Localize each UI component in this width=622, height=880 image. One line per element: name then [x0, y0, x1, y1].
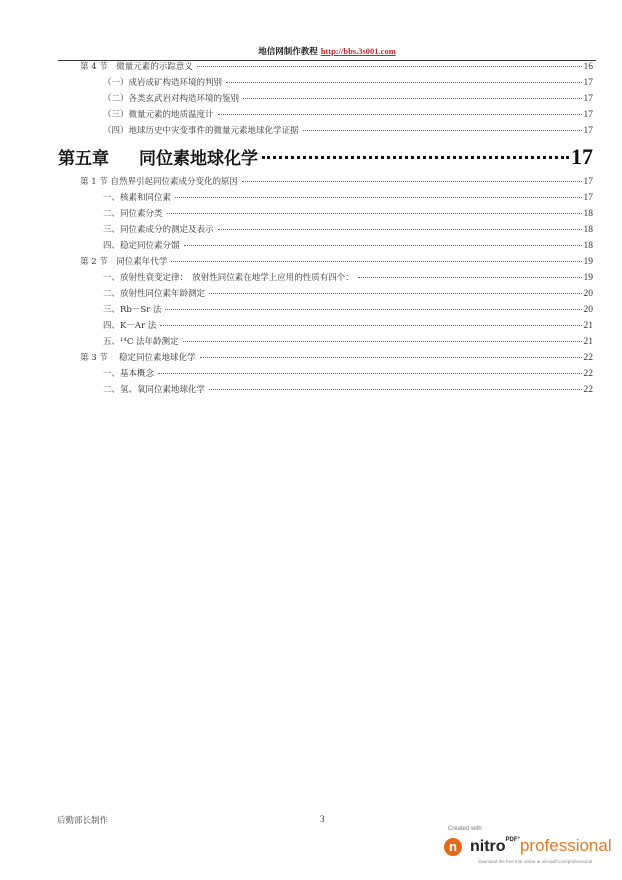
toc-page-number: 17: [583, 177, 593, 187]
chapter-title: 同位素地球化学: [139, 149, 258, 169]
toc-label: 二、氢、氧同位素地球化学: [103, 385, 206, 395]
toc-entry-item[interactable]: [103, 92, 593, 106]
toc-label: 四、稳定同位素分馏: [103, 241, 180, 251]
toc-page-number: 17: [583, 126, 593, 136]
toc-page-number: 19: [583, 273, 593, 283]
toc-label: 第 1 节 自然界引起同位素成分变化的原因: [80, 177, 239, 187]
leader-dots: [209, 389, 581, 390]
leader-dots: [167, 213, 582, 214]
leader-dots: [183, 341, 582, 342]
toc-label: （二）各类玄武岩对构造环境的鉴别: [103, 94, 240, 104]
toc-entry-section[interactable]: [80, 175, 593, 189]
toc-label: 一、放射性衰变定律： 放射性同位素在地学上应用的性质有四个：: [103, 273, 354, 283]
page-header: [58, 44, 596, 61]
leader-dots: [209, 293, 581, 294]
leader-dots: [262, 156, 569, 159]
toc-label: 四、K－Ar 法: [103, 321, 157, 331]
toc-label: （四）地球历史中灾变事件的微量元素地球化学证据: [103, 126, 299, 136]
chapter-number: 第五章: [58, 149, 109, 169]
toc-page-number: 17: [571, 144, 593, 169]
toc-entry-item[interactable]: [103, 335, 593, 349]
nitro-watermark: [440, 826, 620, 876]
toc-page-number: 19: [583, 257, 593, 267]
leader-dots: [242, 181, 581, 182]
toc-page-number: 22: [583, 385, 593, 395]
toc-label: 一、核素和同位素: [103, 193, 172, 203]
toc-label: 二、同位素分类: [103, 209, 163, 219]
leader-dots: [158, 373, 581, 374]
header-title: 地信网制作教程: [258, 47, 318, 57]
footer-credit: 后勤部长制作: [57, 816, 109, 826]
toc-entry-item[interactable]: [103, 367, 593, 381]
leader-dots: [171, 261, 581, 262]
toc-label: 第 4 节 微量元素的示踪意义: [80, 62, 193, 72]
toc-entry-section[interactable]: [80, 351, 593, 365]
toc-page-number: 17: [583, 193, 593, 203]
brand-sup: PDF°: [505, 837, 520, 843]
toc-label: 三、同位素成分的测定及表示: [103, 225, 214, 235]
footer-page-number: 3: [320, 814, 325, 824]
toc-label: 三、Rb－Sr 法: [103, 305, 162, 315]
toc-label: 第 2 节 同位素年代学: [80, 257, 168, 267]
toc-entry-item[interactable]: [103, 124, 593, 138]
leader-dots: [218, 114, 582, 115]
toc-entry-item[interactable]: [103, 223, 593, 237]
toc-page-number: 17: [583, 78, 593, 88]
leader-dots: [303, 130, 582, 131]
toc-entry-item[interactable]: [103, 239, 593, 253]
download-text: download the free trial online at nitropdf.com/professional: [478, 859, 593, 864]
toc-entry-item[interactable]: [103, 191, 593, 205]
toc-chapter-label: [58, 146, 260, 172]
toc-page-number: 18: [583, 225, 593, 235]
created-with-text: Created with: [448, 826, 482, 832]
toc-entry-item[interactable]: [103, 207, 593, 221]
leader-dots: [200, 357, 582, 358]
toc-page-number: 20: [583, 305, 593, 315]
toc-label: 一、基本概念: [103, 369, 155, 379]
toc-page-number: 17: [583, 110, 593, 120]
toc-entry-item[interactable]: [103, 303, 593, 317]
toc-entry-section[interactable]: [80, 60, 593, 74]
leader-dots: [184, 245, 582, 246]
toc-page-number: 16: [583, 62, 593, 72]
toc-page-number: 17: [583, 94, 593, 104]
nitro-brand: [470, 836, 612, 856]
leader-dots: [243, 98, 581, 99]
leader-dots: [197, 66, 582, 67]
leader-dots: [175, 197, 581, 198]
leader-dots: [218, 229, 582, 230]
toc-label: （三）微量元素的地质温度计: [103, 110, 214, 120]
toc-label: （一）成岩成矿构造环境的判别: [103, 78, 223, 88]
leader-dots: [165, 309, 581, 310]
leader-dots: [358, 277, 582, 278]
toc-entry-item[interactable]: [103, 271, 593, 285]
toc-page-number: 22: [583, 353, 593, 363]
toc-label: 五、¹⁴C 法年龄测定: [103, 337, 179, 347]
toc-label: 第 3 节 稳定同位素地球化学: [80, 353, 196, 363]
header-link[interactable]: http://bbs.3s001.com: [320, 46, 396, 56]
toc-entry-item[interactable]: [103, 383, 593, 397]
toc-label: 二、放射性同位素年龄测定: [103, 289, 206, 299]
toc-page-number: 20: [583, 289, 593, 299]
leader-dots: [226, 82, 581, 83]
toc-entry-section[interactable]: [80, 255, 593, 269]
brand-name: nitro: [470, 838, 506, 855]
toc-page-number: 21: [583, 321, 593, 331]
toc-entry-item[interactable]: [103, 319, 593, 333]
toc-entry-item[interactable]: [103, 76, 593, 90]
toc-page-number: 21: [583, 337, 593, 347]
leader-dots: [160, 325, 581, 326]
nitro-logo-icon: n: [444, 838, 462, 856]
brand-product: professional: [519, 836, 612, 855]
toc-page-number: 18: [583, 209, 593, 219]
toc-page-number: 18: [583, 241, 593, 251]
toc-entry-item[interactable]: [103, 108, 593, 122]
toc-entry-chapter[interactable]: [58, 144, 593, 170]
toc-page-number: 22: [583, 369, 593, 379]
toc-entry-item[interactable]: [103, 287, 593, 301]
